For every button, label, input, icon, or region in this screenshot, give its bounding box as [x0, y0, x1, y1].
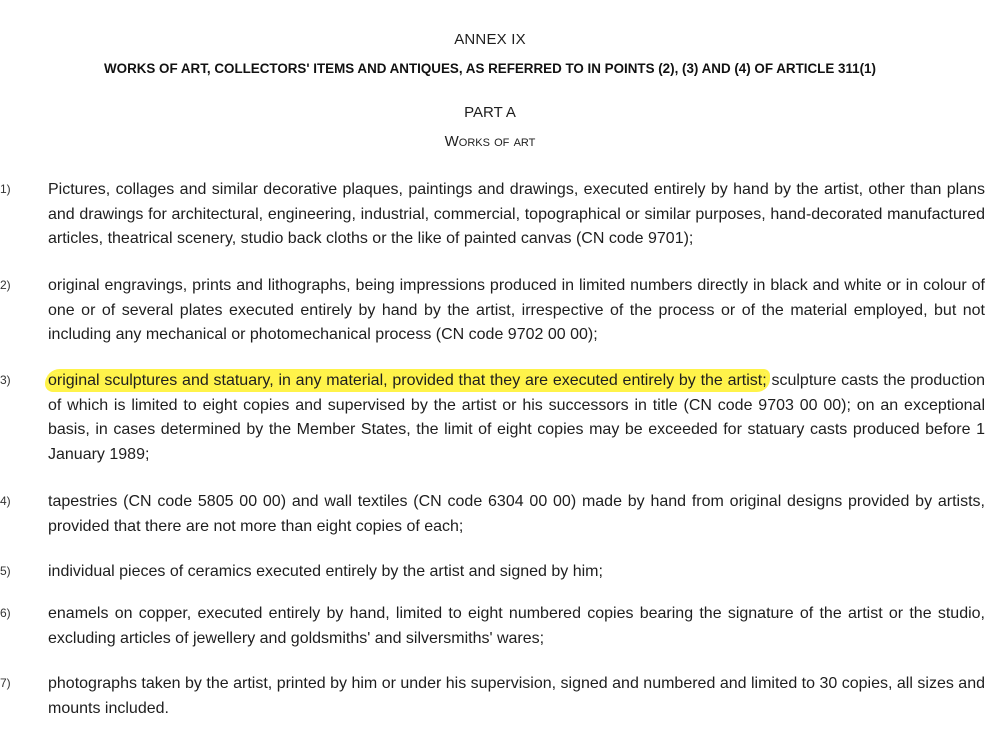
item-text: Pictures, collages and similar decorative plaques, paintings and drawings, executed entirely by hand by the artist, other than plans and drawings for architectural, engineering, industrial, commercial, topographical or similar purposes, hand-decorated manufactured articles, theatrical scenery, studio back cloths or the like of painted canvas (CN code 9701);: [48, 181, 985, 247]
part-subtitle: Works of art: [444, 133, 536, 150]
annex-title: ANNEX IX: [454, 31, 526, 48]
item-number: 3): [0, 373, 11, 387]
list-item-5: [0, 560, 985, 585]
item-text: photographs taken by the artist, printed by him or under his supervision, signed and numbered and limited to 30 copies, all sizes and mounts included.: [48, 675, 985, 717]
item-number: 6): [0, 606, 11, 620]
item-number: 1): [0, 182, 11, 196]
item-number: 2): [0, 278, 11, 292]
item-number: 5): [0, 564, 11, 578]
list-item-6: [0, 602, 985, 651]
item-number: 4): [0, 494, 11, 508]
item-text: original engravings, prints and lithographs, being impressions produced in limited numbers directly in black and white or in colour of one or of several plates executed entirely by hand by the artist, irrespective of the process or of the material employed, but not including any mechanical or photomechanical process (CN code 9702 00 00);: [48, 277, 985, 343]
part-title: PART A: [464, 104, 516, 121]
highlighted-text: original sculptures and statuary, in any material, provided that they are executed entirely by the artist;: [48, 372, 767, 389]
list-item-7: [0, 672, 985, 721]
list-item-3: [0, 369, 985, 467]
list-item-2: [0, 274, 985, 348]
item-text: tapestries (CN code 5805 00 00) and wall textiles (CN code 6304 00 00) made by hand from original designs provided by artists, provided that there are not more than eight copies of each;: [48, 493, 985, 535]
item-text: individual pieces of ceramics executed entirely by the artist and signed by him;: [48, 563, 603, 580]
item-number: 7): [0, 676, 11, 690]
item-text: enamels on copper, executed entirely by hand, limited to eight numbered copies bearing the signature of the artist or the studio, excluding articles of jewellery and goldsmiths' and silversmiths' wares;: [48, 605, 985, 647]
annex-subtitle: WORKS OF ART, COLLECTORS' ITEMS AND ANTIQUES, AS REFERRED TO IN POINTS (2), (3) AND (4) OF ARTICLE 311(1): [104, 61, 876, 76]
item-text-rest: sculpture casts the production of which is limited to eight copies and supervised by the artist or his successors in title (CN code 9703 00 00); on an exceptional basis, in cases determined by the Member States, the limit of eight copies may be exceeded for statuary casts produced before 1 January 1989;: [48, 372, 986, 463]
list-item-1: [0, 178, 985, 252]
list-item-4: [0, 490, 985, 539]
item-text: [48, 369, 985, 467]
